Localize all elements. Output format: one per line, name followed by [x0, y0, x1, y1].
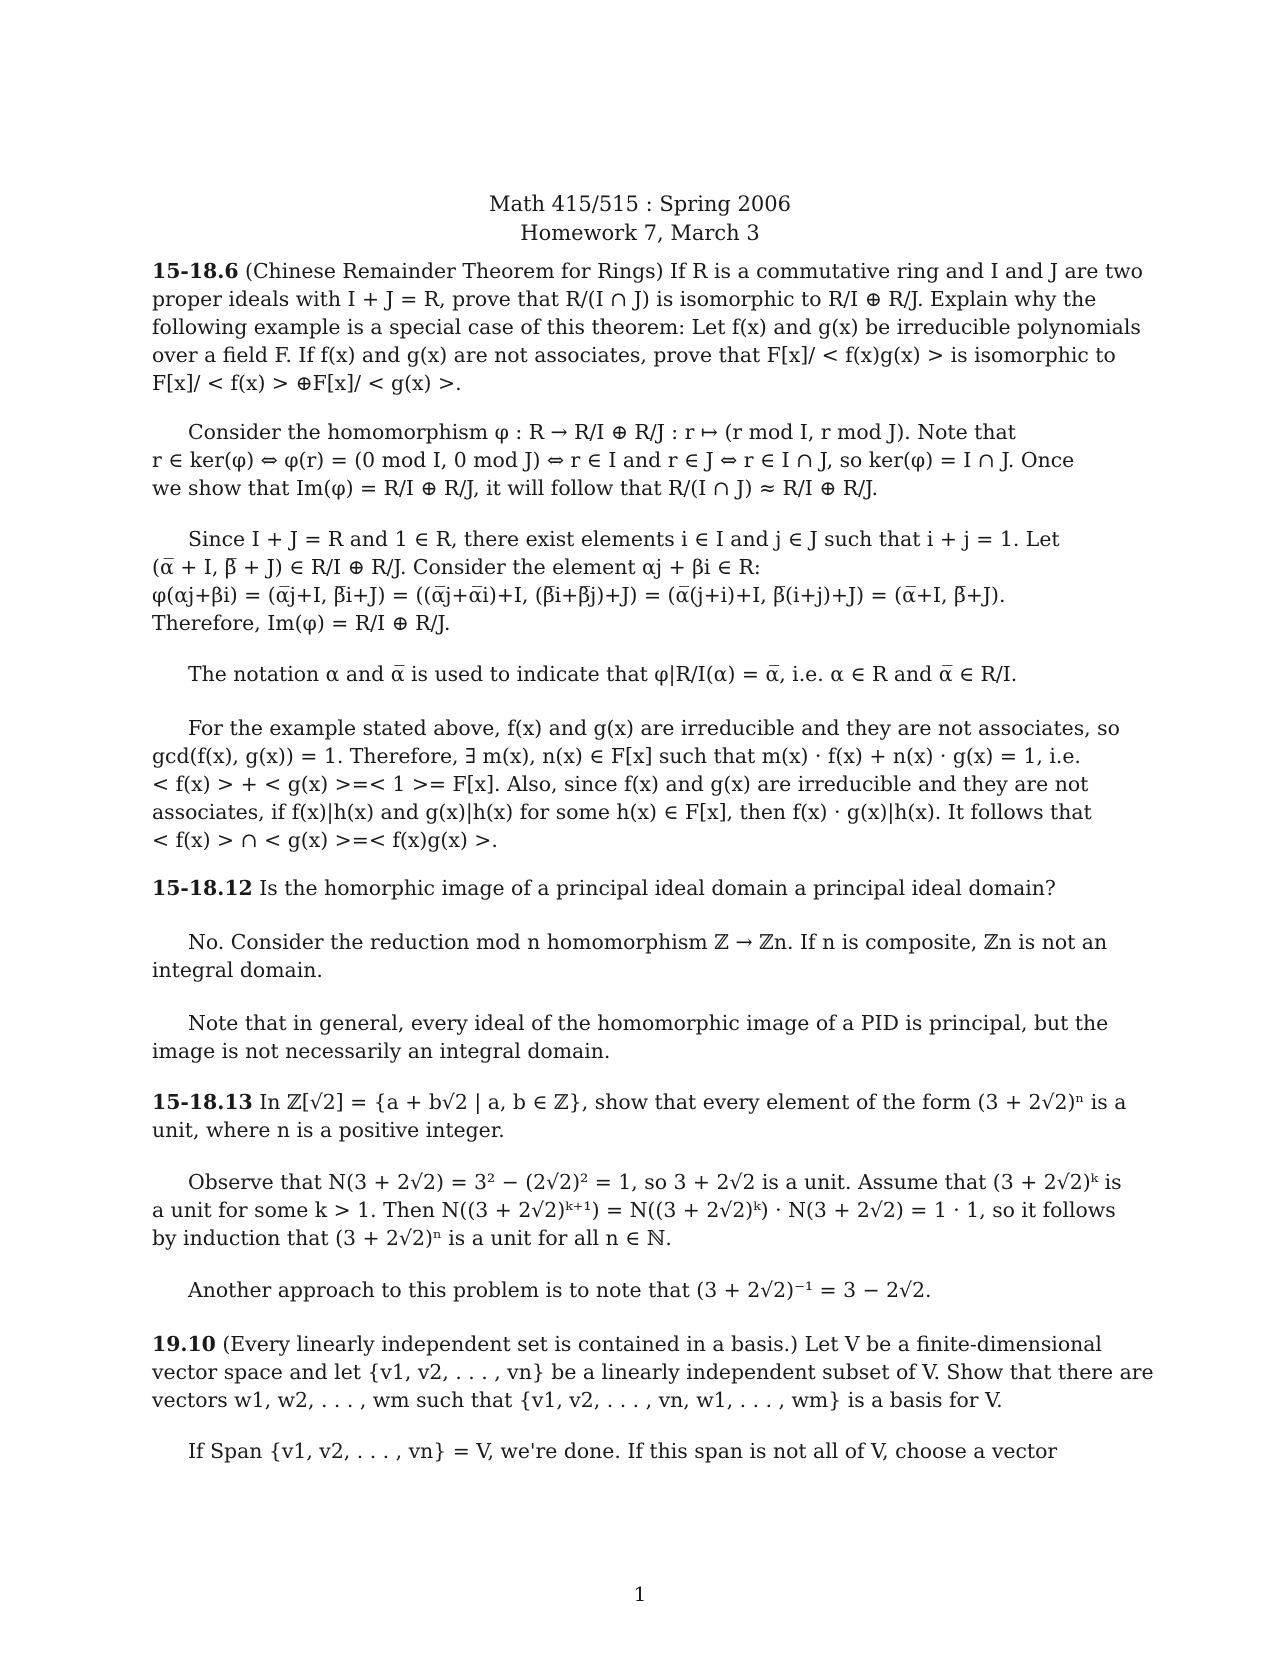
problem-number: 15-18.12	[152, 876, 253, 900]
text-line: If Span {v1, v2, . . . , vn} = V, we're done. If this span is not all of V, choose a vector	[188, 1439, 1058, 1463]
text-line: For the example stated above, f(x) and g(x) are irreducible and they are not associates, so	[188, 716, 1120, 740]
problem-15-18-12	[152, 874, 1112, 902]
page-number: 1	[633, 1582, 647, 1606]
note-paragraph	[152, 1009, 1112, 1065]
text-line: Observe that N(3 + 2√2) = 3² − (2√2)² = 1, so 3 + 2√2 is a unit. Assume that (3 + 2√2)ᵏ is	[188, 1170, 1122, 1194]
notation-paragraph	[152, 660, 1112, 688]
problem-19-10	[152, 1330, 1154, 1414]
text-line: The notation α and α̅ is used to indicate that φ|R/I(α) = α̅, i.e. α ∈ R and α̅ ∈ R/I.	[188, 662, 1018, 686]
statement-line: F[x]/ < f(x) > ⊕F[x]/ < g(x) >.	[152, 371, 462, 395]
problem-number: 19.10	[152, 1332, 216, 1356]
text-line: (α̅ + I, β̅ + J) ∈ R/I ⊕ R/J. Consider the element αj + βi ∈ R:	[152, 555, 761, 579]
statement-line: over a field F. If f(x) and g(x) are not associates, prove that F[x]/ < f(x)g(x) > is isomorphic to	[152, 343, 1116, 367]
statement-line: (Chinese Remainder Theorem for Rings) If R is a commutative ring and I and J are two	[245, 259, 1143, 283]
text-line: φ(αj+βi) = (α̅j+I, β̅i+J) = ((α̅j+α̅i)+I, (β̅i+β̅j)+J) = (α̅(j+i)+I, β̅(i+j)+J) = (α̅+I, β̅+J).	[152, 583, 1006, 607]
text-line: Consider the homomorphism φ : R → R/I ⊕ R/J : r ↦ (r mod I, r mod J). Note that	[188, 420, 1016, 444]
problem-number: 15-18.13	[152, 1090, 253, 1114]
text-line: Since I + J = R and 1 ∈ R, there exist elements i ∈ I and j ∈ J such that i + j = 1. Let	[188, 527, 1060, 551]
text-line: Note that in general, every ideal of the homomorphic image of a PID is principal, but the	[188, 1011, 1109, 1035]
statement-line: (Every linearly independent set is contained in a basis.) Let V be a finite-dimensional	[222, 1332, 1102, 1356]
assignment-title: Homework 7, March 3	[520, 221, 760, 245]
text-line: a unit for some k > 1. Then N((3 + 2√2)ᵏ⁺¹) = N((3 + 2√2)ᵏ) · N(3 + 2√2) = 1 · 1, so it follows	[152, 1198, 1116, 1222]
statement-line: Is the homorphic image of a principal ideal domain a principal ideal domain?	[259, 876, 1056, 900]
problem-15-18-13	[152, 1088, 1127, 1144]
text-line: image is not necessarily an integral domain.	[152, 1039, 611, 1063]
text-line: No. Consider the reduction mod n homomorphism ℤ → ℤn. If n is composite, ℤn is not an	[188, 930, 1108, 954]
statement-line: following example is a special case of this theorem: Let f(x) and g(x) be irreducible polynomials	[152, 315, 1141, 339]
text-line: Another approach to this problem is to note that (3 + 2√2)⁻¹ = 3 − 2√2.	[188, 1278, 932, 1302]
text-line: r ∈ ker(φ) ⇔ φ(r) = (0 mod I, 0 mod J) ⇔ r ∈ I and r ∈ J ⇔ r ∈ I ∩ J, so ker(φ) = I ∩ J. Once	[152, 448, 1075, 472]
text-line: integral domain.	[152, 958, 323, 982]
text-line: associates, if f(x)|h(x) and g(x)|h(x) for some h(x) ∈ F[x], then f(x) · g(x)|h(x). It follows that	[152, 800, 1092, 824]
problem-number: 15-18.6	[152, 259, 239, 283]
proof-paragraph	[152, 525, 1112, 637]
proof-paragraph	[152, 1168, 1122, 1252]
text-line: we show that Im(φ) = R/I ⊕ R/J, it will follow that R/(I ∩ J) ≈ R/I ⊕ R/J.	[152, 476, 879, 500]
statement-line: vectors w1, w2, . . . , wm such that {v1, v2, . . . , vn, w1, . . . , wm} is a basis for V.	[152, 1388, 1003, 1412]
text-line: gcd(f(x), g(x)) = 1. Therefore, ∃ m(x), n(x) ∈ F[x] such that m(x) · f(x) + n(x) · g(x) = 1, i.e.	[152, 744, 1081, 768]
statement-line: unit, where n is a positive integer.	[152, 1118, 505, 1142]
text-line: < f(x) > + < g(x) >=< 1 >= F[x]. Also, since f(x) and g(x) are irreducible and they are not	[152, 772, 1089, 796]
example-paragraph	[152, 714, 1120, 854]
text-line: by induction that (3 + 2√2)ⁿ is a unit for all n ∈ ℕ.	[152, 1226, 672, 1250]
course-title: Math 415/515 : Spring 2006	[489, 192, 791, 216]
statement-line: In ℤ[√2] = {a + b√2 | a, b ∈ ℤ}, show that every element of the form (3 + 2√2)ⁿ is a	[259, 1090, 1127, 1114]
document-header	[0, 190, 1280, 248]
answer-paragraph	[152, 928, 1112, 984]
problem-15-18-6	[152, 257, 1143, 397]
text-line: Therefore, Im(φ) = R/I ⊕ R/J.	[152, 611, 451, 635]
statement-line: proper ideals with I + J = R, prove that R/(I ∩ J) is isomorphic to R/I ⊕ R/J. Explain why the	[152, 287, 1097, 311]
proof-paragraph	[152, 1437, 1112, 1465]
proof-paragraph	[152, 418, 1112, 502]
alternate-approach	[152, 1276, 1112, 1304]
text-line: < f(x) > ∩ < g(x) >=< f(x)g(x) >.	[152, 828, 498, 852]
statement-line: vector space and let {v1, v2, . . . , vn} be a linearly independent subset of V. Show that there are	[152, 1360, 1154, 1384]
